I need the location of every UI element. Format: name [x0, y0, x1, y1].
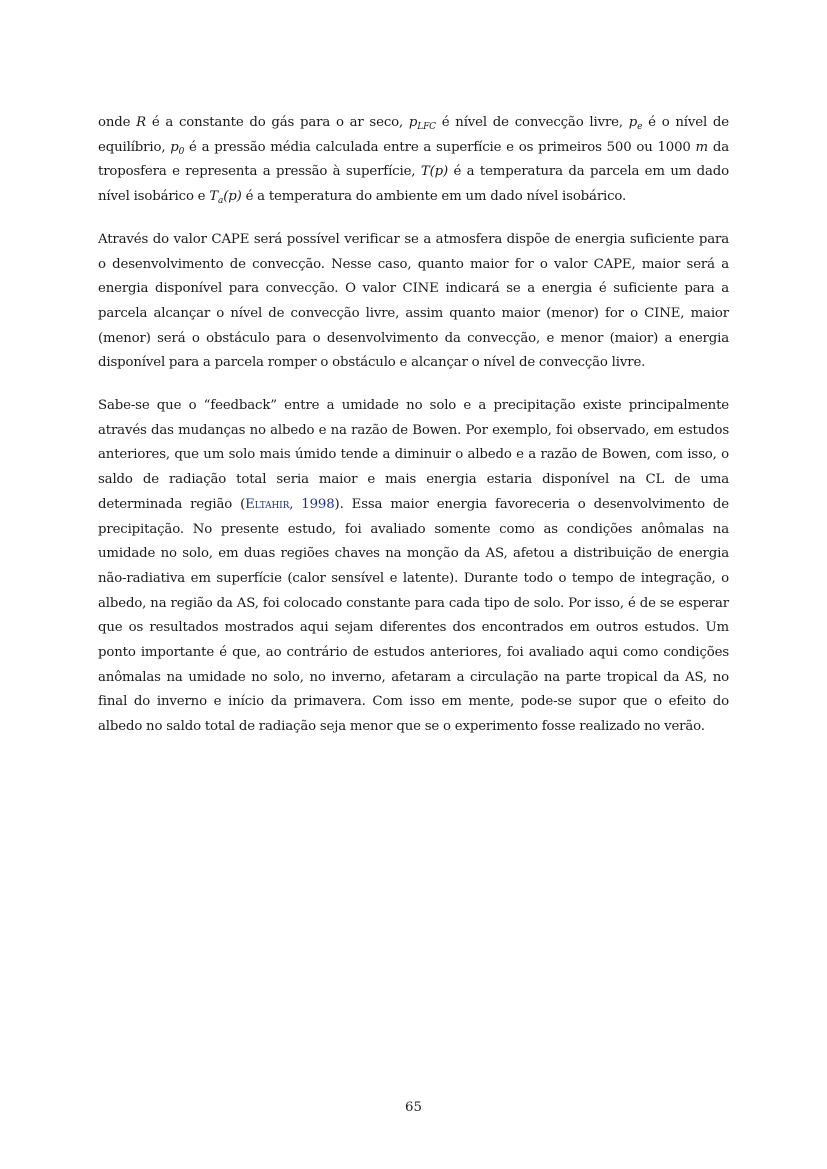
- citation-separator: ,: [289, 496, 302, 512]
- symbol-base: p: [170, 139, 179, 155]
- symbol-base: p: [408, 115, 418, 130]
- symbol-base: T: [209, 189, 219, 205]
- text-run: é nível de convecção livre,: [435, 115, 629, 130]
- text-run: onde: [98, 115, 137, 130]
- text-run: da troposfera e representa a pressão à superfície,: [98, 139, 729, 180]
- symbol-T-a-p: [209, 189, 242, 207]
- paragraph-definitions: [98, 111, 729, 210]
- symbol-p-e: [629, 115, 643, 130]
- citation-link[interactable]: [245, 497, 334, 512]
- symbol-p-lfc: [409, 115, 436, 130]
- symbol-argument: (p): [223, 189, 242, 205]
- citation-author: Eltahir: [245, 496, 290, 512]
- symbol-p-0: [170, 140, 184, 155]
- symbol-base: p: [628, 115, 638, 130]
- symbol-subscript: 0: [178, 146, 185, 157]
- symbol-subscript: e: [637, 122, 643, 132]
- text-run: Sabe-se que o “feedback” entre a umidade no solo e a precipitação existe principalmente através das mudanças no albedo e na razão de Bowen. Por exemplo, foi observado, em estudos anteriores, que um solo mais úmido tende a diminuir o albedo e a razão de Bowen, com isso, o saldo de radiação total seria maior e mais energia estaria disponível na CL de uma determinada região (: [98, 398, 729, 512]
- text-run: é a temperatura do ambiente em um dado nível isobárico.: [241, 189, 627, 205]
- page-body: [98, 111, 729, 740]
- symbol-T-p: T(p): [420, 164, 448, 180]
- text-run: é a constante do gás para o ar seco,: [146, 115, 409, 130]
- text-run: é o nível de equilíbrio,: [98, 115, 729, 155]
- citation-year: 1998: [301, 496, 335, 512]
- page-number: 65: [405, 1100, 422, 1115]
- symbol-subscript: a: [218, 196, 224, 207]
- paragraph-feedback: [98, 394, 729, 740]
- symbol-m: m: [695, 139, 709, 155]
- paragraph-cape-cine: Através do valor CAPE será possível verificar se a atmosfera dispõe de energia suficiente para o desenvolvimento de convecção. Nesse caso, quanto maior for o valor CAPE, maior será a energia disponível para convecção. O valor CINE indicará se a energia é suficiente para a parcela alcançar o nível de convecção livre, assim quanto maior (menor) for o CINE, maior (menor) será o obstáculo para o desenvolvimento da convecção, e menor (maior) a energia disponível para a parcela romper o obstáculo e alcançar o nível de convecção livre.: [98, 231, 729, 371]
- text-run: é a pressão média calculada entre a superfície e os primeiros 500 ou 1000: [184, 139, 696, 155]
- text-run: é a temperatura da parcela em um dado nível isobárico e: [98, 164, 730, 205]
- text-run: ). Essa maior energia favoreceria o desenvolvimento de precipitação. No presente estudo, foi avaliado somente como as condições anômalas na umidade no solo, em duas regiões chaves na monção da AS, afetou a distribuição de energia não-radiativa em superfície (calor sensível e latente). Durante todo o tempo de integração, o albedo, na região da AS, foi colocado constante para cada tipo de solo. Por isso, é de se esperar que os resultados mostrados aqui sejam diferentes dos encontrados em outros estudos. Um ponto importante é que, ao contrário de estudos anteriores, foi avaliado aqui como condições anômalas na umidade no solo, no inverno, afetaram a circulação na parte tropical da AS, no final do inverno e início da primavera. Com isso em mente, pode-se supor que o efeito do albedo no saldo total de radiação seja menor que se o experimento fosse realizado no verão.: [98, 496, 729, 735]
- symbol-subscript: LFC: [417, 122, 436, 132]
- symbol-R: R: [136, 115, 147, 130]
